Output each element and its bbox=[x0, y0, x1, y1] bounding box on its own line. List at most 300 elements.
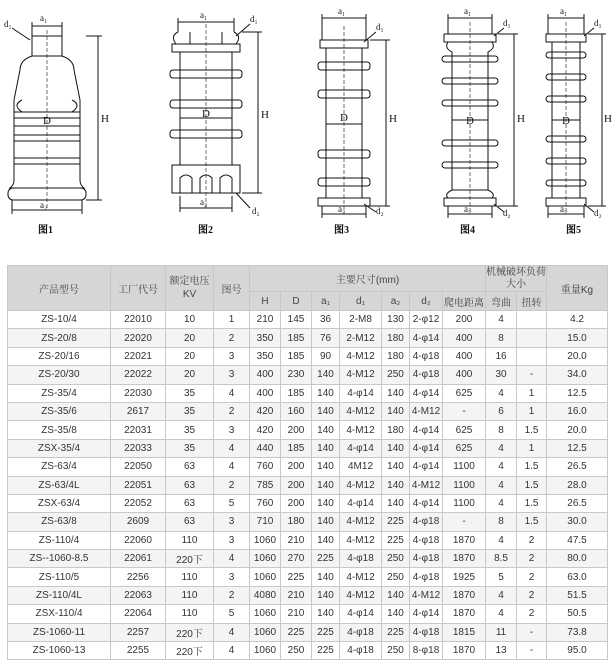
cell-a2: 140 bbox=[382, 439, 410, 457]
cell-H: 350 bbox=[250, 329, 281, 347]
table-row bbox=[8, 458, 608, 476]
cell-creepage: 400 bbox=[443, 366, 486, 384]
cell-d1: 4-M12 bbox=[340, 513, 382, 531]
cell-d1: 4-M12 bbox=[340, 568, 382, 586]
cell-torsion: 2 bbox=[517, 550, 547, 568]
cell-D: 200 bbox=[281, 421, 312, 439]
cell-figure: 3 bbox=[214, 568, 250, 586]
cell-a2: 140 bbox=[382, 458, 410, 476]
table-row bbox=[8, 513, 608, 531]
cell-torsion: 1.5 bbox=[517, 494, 547, 512]
cell-a2: 140 bbox=[382, 605, 410, 623]
cell-a2: 250 bbox=[382, 642, 410, 660]
cell-code: 22052 bbox=[111, 494, 166, 512]
fig5-D: D bbox=[562, 115, 570, 127]
cell-H: 1060 bbox=[250, 605, 281, 623]
cell-torsion bbox=[517, 311, 547, 329]
cell-creepage: 625 bbox=[443, 421, 486, 439]
cell-model: ZS-110/4L bbox=[8, 586, 111, 604]
cell-d2: 4-M12 bbox=[410, 586, 443, 604]
cell-model: ZS-35/4 bbox=[8, 384, 111, 402]
cell-d2: 4-M12 bbox=[410, 402, 443, 420]
cell-bending: 8 bbox=[486, 421, 517, 439]
cell-a1: 140 bbox=[312, 402, 340, 420]
cell-code: 22020 bbox=[111, 329, 166, 347]
fig5-d1: d₁ bbox=[594, 18, 602, 28]
cell-weight: 4.2 bbox=[547, 311, 608, 329]
cell-d1: 4-φ18 bbox=[340, 550, 382, 568]
cell-D: 210 bbox=[281, 605, 312, 623]
cell-H: 785 bbox=[250, 476, 281, 494]
cell-H: 1060 bbox=[250, 550, 281, 568]
cell-creepage: 1925 bbox=[443, 568, 486, 586]
table-row bbox=[8, 311, 608, 329]
cell-code: 2257 bbox=[111, 623, 166, 641]
cell-a1: 225 bbox=[312, 623, 340, 641]
fig2-d1: d₁ bbox=[250, 14, 258, 24]
cell-voltage: 63 bbox=[166, 513, 214, 531]
cell-a1: 36 bbox=[312, 311, 340, 329]
cell-a1: 140 bbox=[312, 384, 340, 402]
insulator-drawings bbox=[0, 0, 614, 250]
cell-d2: 4-φ14 bbox=[410, 421, 443, 439]
table-row bbox=[8, 347, 608, 365]
cell-code: 22033 bbox=[111, 439, 166, 457]
cell-d2: 4-φ18 bbox=[410, 531, 443, 549]
cell-weight: 15.0 bbox=[547, 329, 608, 347]
cell-d1: 4M12 bbox=[340, 458, 382, 476]
cell-bending: 5 bbox=[486, 568, 517, 586]
cell-creepage: - bbox=[443, 513, 486, 531]
cell-d1: 4-M12 bbox=[340, 476, 382, 494]
cell-weight: 16.0 bbox=[547, 402, 608, 420]
cell-weight: 47.5 bbox=[547, 531, 608, 549]
cell-H: 350 bbox=[250, 347, 281, 365]
cell-weight: 80.0 bbox=[547, 550, 608, 568]
cell-D: 200 bbox=[281, 476, 312, 494]
cell-model: ZS-1060-11 bbox=[8, 623, 111, 641]
spec-table bbox=[7, 265, 608, 660]
cell-voltage: 110 bbox=[166, 568, 214, 586]
cell-bending: 4 bbox=[486, 531, 517, 549]
cell-bending: 4 bbox=[486, 605, 517, 623]
cell-torsion bbox=[517, 347, 547, 365]
fig3-label: 图3 bbox=[334, 225, 349, 236]
fig2-a1: a₁ bbox=[200, 10, 208, 20]
cell-a1: 140 bbox=[312, 494, 340, 512]
cell-d1: 4-φ14 bbox=[340, 605, 382, 623]
cell-d2: 4-φ18 bbox=[410, 550, 443, 568]
cell-d2: 4-φ14 bbox=[410, 329, 443, 347]
cell-D: 200 bbox=[281, 458, 312, 476]
cell-d1: 2-M8 bbox=[340, 311, 382, 329]
cell-creepage: 1870 bbox=[443, 531, 486, 549]
cell-a2: 140 bbox=[382, 586, 410, 604]
cell-torsion: 2 bbox=[517, 586, 547, 604]
cell-figure: 3 bbox=[214, 347, 250, 365]
cell-code: 2255 bbox=[111, 642, 166, 660]
cell-a1: 140 bbox=[312, 476, 340, 494]
header-model: 产品型号 bbox=[8, 266, 111, 311]
table-row bbox=[8, 366, 608, 384]
cell-weight: 30.0 bbox=[547, 513, 608, 531]
cell-a2: 140 bbox=[382, 402, 410, 420]
fig1-a1: a₁ bbox=[40, 13, 48, 23]
cell-weight: 26.5 bbox=[547, 494, 608, 512]
cell-bending: 8 bbox=[486, 513, 517, 531]
cell-code: 22063 bbox=[111, 586, 166, 604]
cell-weight: 20.0 bbox=[547, 347, 608, 365]
table-row bbox=[8, 494, 608, 512]
cell-model: ZS-63/8 bbox=[8, 513, 111, 531]
fig3-d1: d₁ bbox=[376, 22, 384, 32]
cell-a2: 250 bbox=[382, 366, 410, 384]
cell-code: 22061 bbox=[111, 550, 166, 568]
fig4-label: 图4 bbox=[460, 225, 475, 236]
table-row bbox=[8, 531, 608, 549]
cell-d2: 4-φ18 bbox=[410, 623, 443, 641]
fig5-H: H bbox=[604, 113, 612, 125]
cell-d2: 4-φ18 bbox=[410, 366, 443, 384]
cell-a1: 225 bbox=[312, 550, 340, 568]
cell-figure: 4 bbox=[214, 623, 250, 641]
header-d2: d₂ bbox=[410, 292, 443, 311]
fig5-label: 图5 bbox=[566, 225, 581, 236]
cell-d2: 4-M12 bbox=[410, 476, 443, 494]
cell-voltage: 35 bbox=[166, 402, 214, 420]
cell-bending: 4 bbox=[486, 476, 517, 494]
figure-2-drawing bbox=[170, 18, 262, 212]
fig5-d2: d₂ bbox=[594, 208, 602, 218]
cell-code: 22060 bbox=[111, 531, 166, 549]
cell-bending: 4 bbox=[486, 494, 517, 512]
cell-code: 22051 bbox=[111, 476, 166, 494]
cell-creepage: 1870 bbox=[443, 642, 486, 660]
cell-voltage: 20 bbox=[166, 366, 214, 384]
cell-H: 420 bbox=[250, 402, 281, 420]
cell-a2: 180 bbox=[382, 421, 410, 439]
cell-H: 4080 bbox=[250, 586, 281, 604]
cell-D: 200 bbox=[281, 494, 312, 512]
cell-voltage: 35 bbox=[166, 384, 214, 402]
cell-D: 210 bbox=[281, 586, 312, 604]
header-H: H bbox=[250, 292, 281, 311]
cell-model: ZS-20/30 bbox=[8, 366, 111, 384]
fig1-d1: d₁ bbox=[4, 19, 12, 29]
cell-voltage: 220下 bbox=[166, 550, 214, 568]
table-row bbox=[8, 605, 608, 623]
cell-a1: 225 bbox=[312, 642, 340, 660]
cell-creepage: 200 bbox=[443, 311, 486, 329]
cell-code: 22064 bbox=[111, 605, 166, 623]
cell-code: 22022 bbox=[111, 366, 166, 384]
cell-a1: 140 bbox=[312, 458, 340, 476]
cell-model: ZS-63/4 bbox=[8, 458, 111, 476]
cell-bending: 8.5 bbox=[486, 550, 517, 568]
cell-creepage: 1100 bbox=[443, 458, 486, 476]
cell-D: 250 bbox=[281, 642, 312, 660]
cell-bending: 4 bbox=[486, 311, 517, 329]
cell-model: ZS-20/16 bbox=[8, 347, 111, 365]
cell-voltage: 63 bbox=[166, 494, 214, 512]
cell-a1: 76 bbox=[312, 329, 340, 347]
cell-d2: 8-φ18 bbox=[410, 642, 443, 660]
cell-a1: 140 bbox=[312, 366, 340, 384]
cell-creepage: 1870 bbox=[443, 605, 486, 623]
table-row bbox=[8, 586, 608, 604]
cell-a2: 225 bbox=[382, 623, 410, 641]
table-row bbox=[8, 384, 608, 402]
cell-voltage: 63 bbox=[166, 476, 214, 494]
cell-bending: 6 bbox=[486, 402, 517, 420]
fig4-a2: a₂ bbox=[464, 204, 472, 214]
cell-bending: 4 bbox=[486, 586, 517, 604]
cell-D: 225 bbox=[281, 623, 312, 641]
cell-torsion: 1.5 bbox=[517, 458, 547, 476]
cell-weight: 12.5 bbox=[547, 384, 608, 402]
cell-d1: 4-φ14 bbox=[340, 439, 382, 457]
fig4-D: D bbox=[466, 115, 474, 127]
cell-a1: 140 bbox=[312, 421, 340, 439]
table-row bbox=[8, 439, 608, 457]
cell-D: 185 bbox=[281, 384, 312, 402]
fig1-H: H bbox=[101, 113, 109, 125]
cell-a2: 180 bbox=[382, 347, 410, 365]
cell-creepage: - bbox=[443, 402, 486, 420]
cell-H: 400 bbox=[250, 366, 281, 384]
header-voltage: 额定电压 KV bbox=[166, 266, 214, 311]
cell-weight: 51.5 bbox=[547, 586, 608, 604]
cell-creepage: 1100 bbox=[443, 494, 486, 512]
cell-figure: 3 bbox=[214, 531, 250, 549]
cell-D: 270 bbox=[281, 550, 312, 568]
table-row bbox=[8, 623, 608, 641]
cell-code: 22021 bbox=[111, 347, 166, 365]
cell-code: 2256 bbox=[111, 568, 166, 586]
figure-4-drawing bbox=[442, 14, 518, 218]
cell-d1: 4-M12 bbox=[340, 402, 382, 420]
cell-a2: 140 bbox=[382, 384, 410, 402]
fig2-a2: a₂ bbox=[200, 197, 208, 207]
cell-d2: 4-φ18 bbox=[410, 347, 443, 365]
cell-D: 145 bbox=[281, 311, 312, 329]
fig3-a2: a₂ bbox=[338, 204, 346, 214]
table-body bbox=[8, 311, 608, 660]
cell-creepage: 625 bbox=[443, 439, 486, 457]
cell-model: ZS-10/4 bbox=[8, 311, 111, 329]
cell-D: 160 bbox=[281, 402, 312, 420]
cell-d2: 4-φ18 bbox=[410, 513, 443, 531]
cell-code: 2617 bbox=[111, 402, 166, 420]
fig2-label: 图2 bbox=[198, 225, 213, 236]
cell-d1: 4-φ14 bbox=[340, 494, 382, 512]
cell-bending: 13 bbox=[486, 642, 517, 660]
fig4-H: H bbox=[517, 113, 525, 125]
cell-D: 180 bbox=[281, 513, 312, 531]
fig1-a2: a₂ bbox=[40, 200, 48, 210]
cell-torsion: - bbox=[517, 623, 547, 641]
cell-a2: 180 bbox=[382, 329, 410, 347]
cell-figure: 3 bbox=[214, 366, 250, 384]
cell-figure: 2 bbox=[214, 586, 250, 604]
cell-figure: 5 bbox=[214, 605, 250, 623]
cell-torsion bbox=[517, 329, 547, 347]
cell-model: ZS-63/4L bbox=[8, 476, 111, 494]
cell-d2: 4-φ14 bbox=[410, 494, 443, 512]
cell-d1: 4-M12 bbox=[340, 421, 382, 439]
cell-figure: 5 bbox=[214, 494, 250, 512]
cell-voltage: 110 bbox=[166, 531, 214, 549]
cell-model: ZS-35/6 bbox=[8, 402, 111, 420]
cell-creepage: 1870 bbox=[443, 550, 486, 568]
cell-bending: 8 bbox=[486, 329, 517, 347]
cell-weight: 28.0 bbox=[547, 476, 608, 494]
cell-creepage: 400 bbox=[443, 329, 486, 347]
header-bending: 弯曲 bbox=[486, 292, 517, 311]
fig1-label: 图1 bbox=[38, 225, 53, 236]
header-weight: 重量Kg bbox=[547, 266, 608, 311]
cell-H: 1060 bbox=[250, 531, 281, 549]
cell-torsion: 2 bbox=[517, 531, 547, 549]
cell-voltage: 35 bbox=[166, 439, 214, 457]
cell-H: 440 bbox=[250, 439, 281, 457]
cell-torsion: - bbox=[517, 366, 547, 384]
fig3-a1: a₁ bbox=[338, 6, 346, 16]
cell-d1: 4-φ18 bbox=[340, 642, 382, 660]
cell-torsion: 2 bbox=[517, 605, 547, 623]
cell-H: 760 bbox=[250, 494, 281, 512]
header-d1: d₁ bbox=[340, 292, 382, 311]
cell-model: ZS--1060-8.5 bbox=[8, 550, 111, 568]
cell-figure: 2 bbox=[214, 402, 250, 420]
cell-weight: 95.0 bbox=[547, 642, 608, 660]
cell-a2: 130 bbox=[382, 311, 410, 329]
fig3-D: D bbox=[340, 112, 348, 124]
cell-code: 22010 bbox=[111, 311, 166, 329]
table-row bbox=[8, 329, 608, 347]
fig2-d2: d₂ bbox=[252, 206, 260, 216]
header-a2: a₂ bbox=[382, 292, 410, 311]
cell-model: ZS-110/4 bbox=[8, 531, 111, 549]
cell-voltage: 110 bbox=[166, 586, 214, 604]
cell-bending: 4 bbox=[486, 384, 517, 402]
cell-torsion: 1.5 bbox=[517, 513, 547, 531]
cell-voltage: 63 bbox=[166, 458, 214, 476]
cell-creepage: 1870 bbox=[443, 586, 486, 604]
cell-weight: 50.5 bbox=[547, 605, 608, 623]
cell-voltage: 10 bbox=[166, 311, 214, 329]
cell-d2: 4-φ14 bbox=[410, 439, 443, 457]
cell-d1: 4-φ18 bbox=[340, 623, 382, 641]
cell-a2: 225 bbox=[382, 531, 410, 549]
cell-d1: 4-M12 bbox=[340, 586, 382, 604]
cell-H: 210 bbox=[250, 311, 281, 329]
cell-d2: 2-φ12 bbox=[410, 311, 443, 329]
header-D: D bbox=[281, 292, 312, 311]
cell-figure: 3 bbox=[214, 513, 250, 531]
cell-creepage: 625 bbox=[443, 384, 486, 402]
cell-figure: 2 bbox=[214, 329, 250, 347]
cell-model: ZSX-63/4 bbox=[8, 494, 111, 512]
cell-a1: 140 bbox=[312, 586, 340, 604]
table-row bbox=[8, 550, 608, 568]
cell-H: 1060 bbox=[250, 623, 281, 641]
fig2-H: H bbox=[261, 109, 269, 121]
cell-bending: 11 bbox=[486, 623, 517, 641]
cell-torsion: 2 bbox=[517, 568, 547, 586]
cell-d2: 4-φ14 bbox=[410, 458, 443, 476]
cell-d2: 4-φ14 bbox=[410, 605, 443, 623]
table-row bbox=[8, 642, 608, 660]
cell-figure: 4 bbox=[214, 458, 250, 476]
cell-figure: 1 bbox=[214, 311, 250, 329]
cell-model: ZS-35/8 bbox=[8, 421, 111, 439]
cell-H: 710 bbox=[250, 513, 281, 531]
cell-a1: 90 bbox=[312, 347, 340, 365]
cell-voltage: 20 bbox=[166, 329, 214, 347]
cell-a2: 250 bbox=[382, 568, 410, 586]
header-load: 机械破坏负荷大小 bbox=[486, 266, 547, 290]
fig1-D: D bbox=[43, 115, 51, 127]
cell-bending: 16 bbox=[486, 347, 517, 365]
cell-a2: 140 bbox=[382, 494, 410, 512]
cell-weight: 20.0 bbox=[547, 421, 608, 439]
cell-voltage: 20 bbox=[166, 347, 214, 365]
cell-H: 760 bbox=[250, 458, 281, 476]
cell-d1: 4-M12 bbox=[340, 347, 382, 365]
cell-d2: 4-φ18 bbox=[410, 568, 443, 586]
cell-a1: 140 bbox=[312, 531, 340, 549]
cell-a2: 250 bbox=[382, 550, 410, 568]
fig4-d1: d₁ bbox=[503, 18, 511, 28]
cell-torsion: 1 bbox=[517, 384, 547, 402]
cell-figure: 4 bbox=[214, 642, 250, 660]
fig3-H: H bbox=[389, 113, 397, 125]
cell-code: 22030 bbox=[111, 384, 166, 402]
cell-torsion: 1 bbox=[517, 402, 547, 420]
cell-H: 1060 bbox=[250, 568, 281, 586]
cell-voltage: 110 bbox=[166, 605, 214, 623]
cell-torsion: - bbox=[517, 642, 547, 660]
cell-d1: 4-φ14 bbox=[340, 384, 382, 402]
cell-model: ZS-110/5 bbox=[8, 568, 111, 586]
cell-voltage: 220下 bbox=[166, 623, 214, 641]
cell-torsion: 1.5 bbox=[517, 476, 547, 494]
cell-H: 400 bbox=[250, 384, 281, 402]
cell-a1: 140 bbox=[312, 439, 340, 457]
cell-model: ZS-1060-13 bbox=[8, 642, 111, 660]
cell-voltage: 35 bbox=[166, 421, 214, 439]
fig2-D: D bbox=[202, 108, 210, 120]
figure-5-drawing bbox=[546, 14, 606, 218]
fig4-a1: a₁ bbox=[464, 6, 472, 16]
cell-a1: 140 bbox=[312, 568, 340, 586]
cell-creepage: 1815 bbox=[443, 623, 486, 641]
cell-code: 2609 bbox=[111, 513, 166, 531]
cell-weight: 12.5 bbox=[547, 439, 608, 457]
cell-H: 1060 bbox=[250, 642, 281, 660]
cell-figure: 2 bbox=[214, 476, 250, 494]
header-code: 工厂代号 bbox=[111, 266, 166, 311]
table-row bbox=[8, 568, 608, 586]
cell-weight: 63.0 bbox=[547, 568, 608, 586]
fig5-a2: a₂ bbox=[560, 204, 568, 214]
cell-a2: 225 bbox=[382, 513, 410, 531]
header-creepage: 爬电距离 bbox=[443, 292, 486, 311]
cell-bending: 4 bbox=[486, 439, 517, 457]
table-row bbox=[8, 476, 608, 494]
cell-D: 185 bbox=[281, 439, 312, 457]
